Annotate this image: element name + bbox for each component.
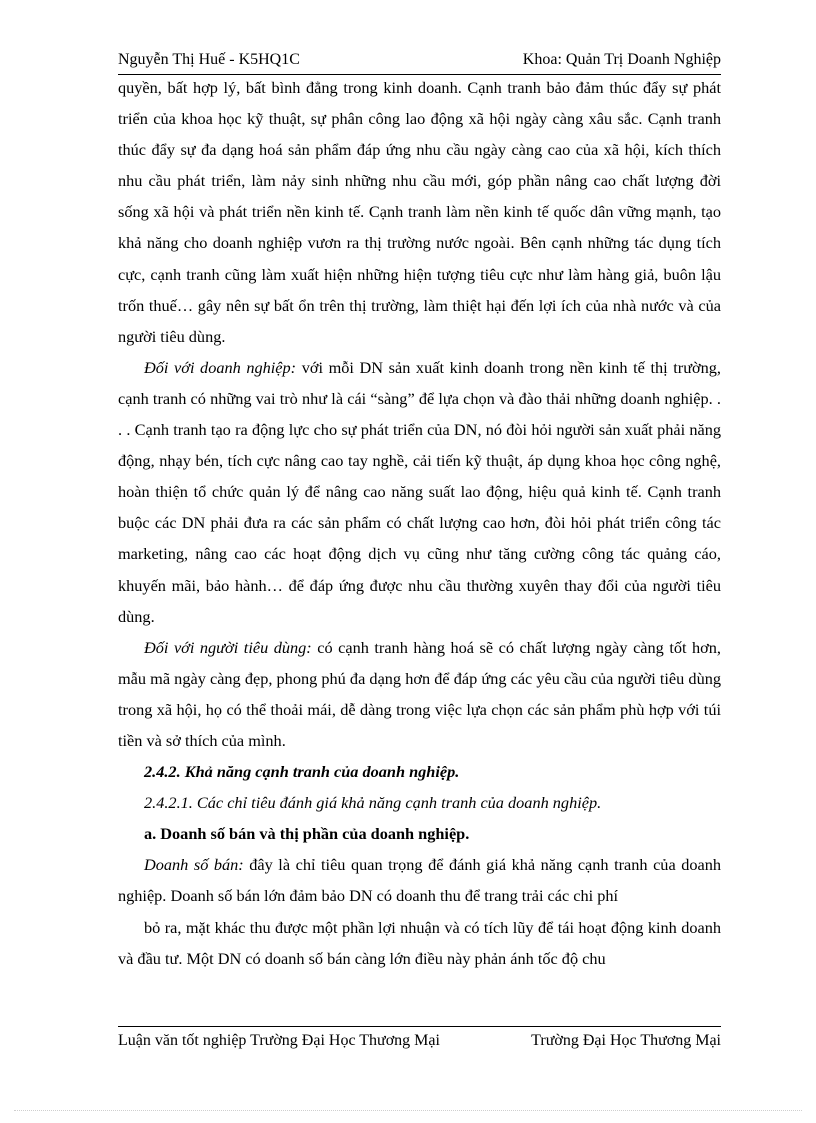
item-heading: a. Doanh số bán và thị phần của doanh nghiệp. xyxy=(144,824,470,844)
paragraph-sales-continued: bỏ ra, mặt khác thu được một phần lợi nhuận và có tích lũy để tái hoạt động kinh doanh và đầu tư. Một DN có doanh số bán càng lớn điều này phản ánh tốc độ chu xyxy=(118,917,721,968)
page-edge-divider xyxy=(14,1110,802,1112)
paragraph-text: với mỗi DN sản xuất kinh doanh trong nền kinh tế thị trường, cạnh tranh có những vai trò như là cái “sàng” để lựa chọn và đào thải những doanh nghiệp. . . . Cạnh tranh tạo ra động lực cho sự phát triển của DN, nó đòi hỏi người sản xuất phải năng động, nhạy bén, tích cực nâng cao tay nghề, cải tiến kỹ thuật, áp dụng khoa học công nghệ, hoàn thiện tổ chức quản lý để nâng cao năng suất lao động, hiệu quả kinh tế. Cạnh tranh buộc các DN phải đưa ra các sản phẩm có chất lượng cao hơn, đòi hỏi phát triển công tác marketing, nâng cao các hoạt động dịch vụ cũng như tăng cường công tác quảng cáo, khuyến mãi, bảo hành… để đáp ứng được nhu cầu thường xuyên thay đổi của người tiêu dùng. xyxy=(118,357,721,626)
paragraph-continuation: quyền, bất hợp lý, bất bình đẳng trong kinh doanh. Cạnh tranh bảo đảm thúc đẩy sự phát triển của khoa học kỹ thuật, sự phân công lao động xã hội ngày càng xâu sắc. Cạnh tranh thúc đẩy sự đa dạng hoá sản phẩm đáp ứng nhu cầu ngày càng cao của xã hội, kích thích nhu cầu phát triển, làm nảy sinh những nhu cầu mới, góp phần nâng cao chất lượng đời sống xã hội và phát triển nền kinh tế. Cạnh tranh làm nền kinh tế quốc dân vững mạnh, tạo khả năng cho doanh nghiệp vươn ra thị trường nước ngoài. Bên cạnh những tác dụng tích cực, cạnh tranh cũng làm xuất hiện những hiện tượng tiêu cực như làm hàng giả, buôn lậu trốn thuế… gây nên sự bất ổn trên thị trường, làm thiệt hại đến lợi ích của nhà nước và của người tiêu dùng. xyxy=(118,78,721,346)
paragraph-sales xyxy=(118,849,721,911)
page-footer xyxy=(118,1026,721,1053)
header-faculty: Khoa: Quản Trị Doanh Nghiệp xyxy=(522,51,721,68)
footer-university: Trường Đại Học Thương Mại xyxy=(531,1032,721,1049)
subsection-heading: 2.4.2.1. Các chỉ tiêu đánh giá khả năng cạnh tranh của doanh nghiệp. xyxy=(144,793,602,813)
paragraph-label: Đối với người tiêu dùng: xyxy=(144,637,312,657)
paragraph-text: có cạnh tranh hàng hoá sẽ có chất lượng ngày càng tốt hơn, mẫu mã ngày càng đẹp, phong phú đa dạng hơn để đáp ứng các yêu cầu của người tiêu dùng trong xã hội, họ có thể thoải mái, dễ dàng trong việc lựa chọn các sản phẩm phù hợp với túi tiền và sở thích của mình. xyxy=(118,637,721,750)
paragraph-enterprise xyxy=(118,352,721,632)
document-body xyxy=(118,72,721,974)
footer-thesis: Luận văn tốt nghiệp Trường Đại Học Thương Mại xyxy=(118,1032,440,1049)
paragraph-label: Doanh số bán: xyxy=(144,855,244,875)
paragraph-consumer xyxy=(118,632,721,756)
section-heading: 2.4.2. Khả năng cạnh tranh của doanh nghiệp. xyxy=(144,762,460,782)
paragraph-label: Đối với doanh nghiệp: xyxy=(144,357,297,377)
header-author: Nguyễn Thị Huế - K5HQ1C xyxy=(118,51,300,68)
paragraph-text: đây là chỉ tiêu quan trọng để đánh giá khả năng cạnh tranh của doanh nghiệp. Doanh số bán lớn đảm bảo DN có doanh thu để trang trải các chi phí xyxy=(118,855,721,906)
